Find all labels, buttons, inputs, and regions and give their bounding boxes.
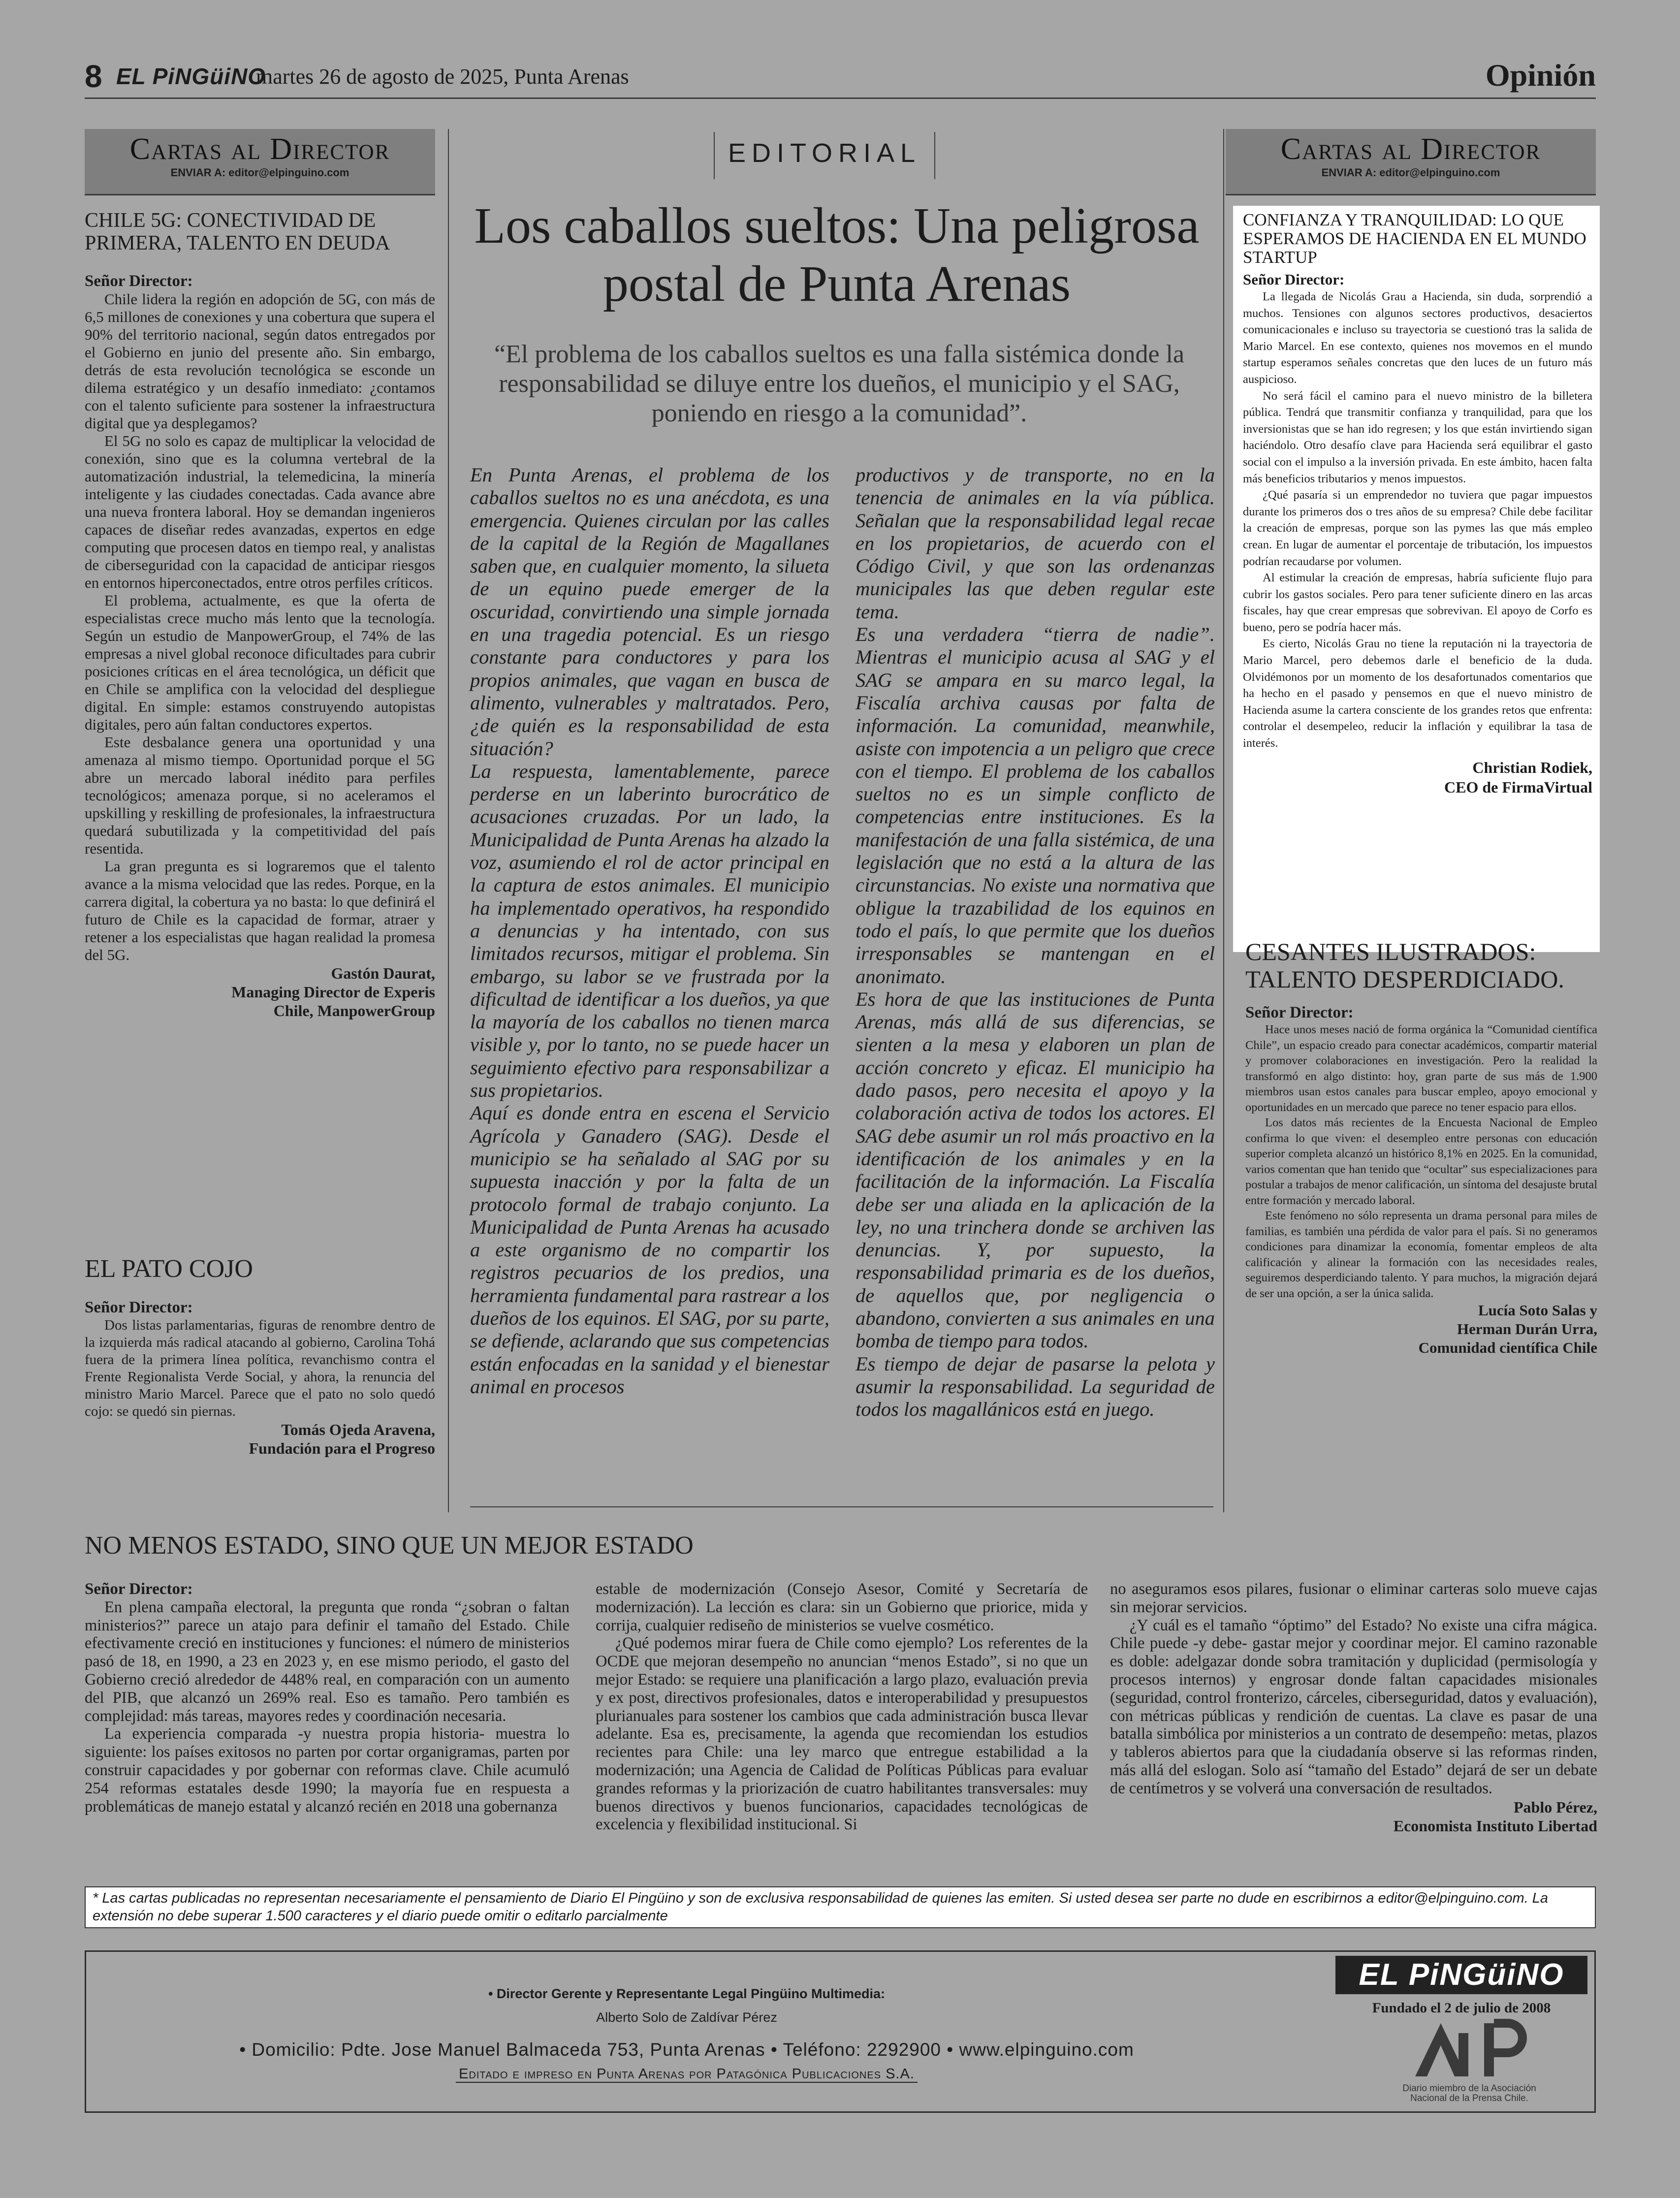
footer-director-label: • Director Gerente y Representante Legal Pingüino Multimedia: [488,1986,886,2001]
masthead-rule [85,97,1596,99]
letter-paragraph: La gran pregunta es si lograremos que el talento avance a la misma velocidad que las redes. Porque, en la carrera digital, la cobertura ya no basta: lo que definirá el futuro de Chile es la capacidad de formar, atraer y retener a los especialistas que hagan realidad la promesa del 5G. [85,858,435,963]
signature-line: Pablo Pérez, [1513,1798,1597,1816]
signature-line: Economista Instituto Libertad [1393,1816,1597,1835]
editorial-headline: Los caballos sueltos: Una peligrosa postal de Punta Arenas [474,197,1200,312]
cartas-title: Cartas al Director [129,132,390,166]
letter-paragraph: El problema, actualmente, es que la oferta de especialistas crece mucho más lento que la tecnología. Según un estudio de ManpowerGroup, el 74% de las empresas a nivel global reconoce dificultades para cubrir posiciones críticas en el área tecnológica, un déficit que en Chile se amplifica con la velocidad del despliegue digital. En simple: estamos construyendo autopistas digitales, pero aún faltan conductores expertos. [85,592,435,733]
page-number: 8 [85,59,102,94]
dateline: martes 26 de agosto de 2025, Punta Arenas [256,64,629,89]
article-paragraph: En plena campaña electoral, la pregunta que ronda “¿sobran o faltan ministerios?” parece un atajo para definir el tamaño del Estado. Chile efectivamente creció en instituciones y funciones: el número de ministerios pasó de 18, en 1990, a 23 en 2023 y, en ese mismo periodo, el gasto del Gobierno creció alrededor de 448% real, en comparación con un aumento del PIB, que alcanzó un 269% real. Eso es tamaño. Pero también es complejidad: más tareas, mayores redes y coordinación necesaria. [85,1598,570,1725]
masthead [85,58,1596,94]
section-title: Opinión [1485,58,1596,93]
letter-title: CONFIANZA Y TRANQUILIDAD: LO QUE ESPERAMOS DE HACIENDA EN EL MUNDO STARTUP [1243,210,1586,267]
bottom-column-3 [1110,1580,1597,1835]
footer-printed-text: Editado e impreso en Punta Arenas por Patagónica Publicaciones S.A. [456,2066,918,2083]
cartas-email: ENVIAR A: editor@elpinguino.com [1321,166,1500,179]
article-paragraph: ¿Qué podemos mirar fuera de Chile como ejemplo? Los referentes de la OCDE que mejoran desempeño no anuncian “menos Estado”, si no que un mejor Estado: se requiere una planificación a largo plazo, evaluación previa y ex post, directivos profesionales, datos e interoperabilidad y presupuestos plurianuales para sostener los cambios que cada administración busca llevar adelante. Esa es, precisamente, la agenda que recomiendan los estudios recientes para Chile: una ley marco que entregue estabilidad a la modernización; una Agencia de Calidad de Políticas Públicas para evaluar grandes reformas y la priorización de cuatro habilitantes transversales: muy buenos directivos y buenos funcionarios, capacidades tecnológicas de excelencia y flexibilidad institucional. Si [596,1634,1088,1834]
letter-paragraph: Este fenómeno no sólo representa un drama personal para miles de familias, es también una pérdida de valor para el país. Si no generamos condiciones para dinamizar la economía, fomentar empleos de alta calificación y alinear la formación con las necesidades reales, seguiremos desperdiciando talento. Y para muchos, la migración dejará de ser una opción, a ser la única salida. [1245,1209,1597,1300]
anp-caption-line: Nacional de la Prensa Chile. [1410,2093,1528,2103]
signature-line: Managing Director de Experis [231,983,435,1001]
letter-paragraph: Al estimular la creación de empresas, habría suficiente flujo para cubrir los gastos sociales. Pero para tener suficiente dinero en las arcas fiscales, hay que crear empresas que sobrevivan. El apoyo de Corfo es bueno, pero se podría hacer más. [1243,571,1592,634]
footer-address: • Domicilio: Pdte. Jose Manuel Balmaceda 753, Punta Arenas • Teléfono: 2292900 • www.elpinguino.com [239,2039,1134,2060]
signature-line: Chile, ManpowerGroup [273,1002,435,1019]
disclaimer-box [85,1886,1596,1928]
bottom-column-1 [85,1580,570,1816]
article-paragraph: ¿Y cuál es el tamaño “óptimo” del Estado? No existe una cifra mágica. Chile puede -y debe- gastar mejor y coordinar mejor. El camino razonable es doble: adelgazar donde sobra tramitación y duplicidad (permisología y procesos internos) y engrosar donde faltan capacidades misionales (seguridad, control fronterizo, cárceles, ciberseguridad, datos y evaluación), con métricas públicas y rendición de cuentas. La clave es pasar de una batalla simbólica por ministerios a un contrato de desempeño: metas, plazos y tableros abiertos para que la ciudadanía observe si las reformas rinden, más allá del eslogan. Solo así “tamaño del Estado” dejará de ser un debate de centímetros y se volverá una conversación de resultados. [1110,1616,1597,1797]
signature-line: Christian Rodiek, [1472,758,1592,776]
footer-founded: Fundado el 2 de julio de 2008 [1372,2000,1551,2016]
letter-paragraph: Chile lidera la región en adopción de 5G, con más de 6,5 millones de conexiones y una cobertura que supera el 90% del territorio nacional, según datos entregados por el Gobierno en junio del presente año. Sin embargo, detrás de esta revolución tecnológica se esconde un dilema estratégico y un desafío inmediato: ¿contamos con el talento suficiente para sostener la infraestructura digital que ya desplegamos? [85,290,435,432]
anp-caption [1381,2084,1558,2103]
signature [85,964,435,1020]
footer-director-name: Alberto Solo de Zaldívar Pérez [596,2010,777,2025]
bottom-article-title: NO MENOS ESTADO, SINO QUE UN MEJOR ESTADO [85,1531,694,1560]
letter-paragraph: Este desbalance genera una oportunidad y una amenaza al mismo tiempo. Oportunidad porque el 5G abre un mercado laboral inédito para perfiles tecnológicos; amenaza porque, si no aceleramos el upskilling y reskilling de profesionales, la infraestructura quedará subutilizada y la competitividad del país resentida. [85,733,435,857]
letter-paragraph: El 5G no solo es capaz de multiplicar la velocidad de conexión, sino que es la columna vertebral de la automatización industrial, la telemedicina, la minería inteligente y las ciudades conectadas. Cada avance abre una nueva frontera laboral. Hoy se demandan ingenieros capaces de diseñar redes avanzadas, expertos en edge computing que procesen datos en tiempo real, y analistas de ciberseguridad con la capacidad de anticipar riesgos en entornos hiperconectados, entre otros perfiles críticos. [85,432,435,591]
letter-title: CHILE 5G: CONECTIVIDAD DE PRIMERA, TALENTO EN DEUDA [85,209,390,255]
editorial-paragraph: productivos y de transporte, no en la tenencia de animales en la vía pública. Señalan que la responsabilidad legal recae en los propietarios, de acuerdo con el Código Civil, y que son las ordenanzas municipales las que deben regular este tema. [856,464,1215,623]
editorial-column-1 [470,464,829,1398]
anp-logo-icon [1410,2018,1528,2082]
signature [85,1420,435,1458]
article-paragraph: no aseguramos esos pilares, fusionar o eliminar carteras solo mueve cajas sin mejorar servicios. [1110,1580,1597,1616]
signature [1243,758,1592,797]
letter-paragraph: La llegada de Nicolás Grau a Hacienda, sin duda, sorprendió a muchos. Tensiones con algunos sectores productivos, desaciertos comunicacionales e incluso su trayectoria se cuestionó tras la salida de Mario Marcel. En ese contexto, quienes nos movemos en el mundo startup esperamos señales concretas que den luces de un futuro más auspicioso. [1243,290,1592,386]
anp-logo-svg [1410,2018,1528,2082]
column-rule [1223,129,1224,1512]
editorial-paragraph: Es tiempo de dejar de pasarse la pelota y asumir la responsabilidad. La seguridad de todos los magallánicos está en juego. [856,1352,1215,1421]
letter-pato-cojo [85,1254,435,1458]
letter-cesantes [1245,938,1597,1357]
salutation: Señor Director: [85,272,193,290]
cartas-header-right [1226,129,1596,195]
editorial-label: EDITORIAL [728,138,921,168]
letter-paragraph: Es cierto, Nicolás Grau no tiene la reputación ni la trayectoria de Mario Marcel, pero debemos darle el beneficio de la duda. Olvidémonos por un momento de los desafortunados comentarios que ha hecho en el pasado y pensemos en que el nuevo ministro de Hacienda asume la cartera consciente de los grandes retos que enfrenta: controlar el desempeleo, reducir la inflación y equilibrar la tasa de interés. [1243,637,1592,750]
article-paragraph: La experiencia comparada -y nuestra propia historia- muestra lo siguiente: los países exitosos no parten por cortar organigramas, parten por construir capacidades y por gobernar con reformas clave. Chile acumuló 254 reformas estatales desde 1990; la mayoría fue en respuesta a problemáticas de manejo estatal y alcanzó recién en 2018 una gobernanza [85,1725,570,1816]
signature-line: Comunidad científica Chile [1418,1339,1597,1356]
editorial-bottom-rule [470,1506,1213,1507]
letter-confianza [1243,211,1592,797]
letter-chile-5g [85,209,435,1020]
letter-paragraph: ¿Qué pasaría si un emprendedor no tuviera que pagar impuestos durante los primeros dos o tres años de su empresa? Chile debe facilitar la creación de empresas, porque son las pymes las que más empleo crean. En lugar de aumentar el porcentaje de tributación, los impuestos podrían recaudarse por volumen. [1243,488,1592,568]
anp-caption-line: Diario miembro de la Asociación [1402,2083,1536,2094]
signature-line: Herman Durán Urra, [1457,1320,1597,1338]
signature-line: Fundación para el Progreso [249,1439,435,1457]
salutation: Señor Director: [85,1580,193,1598]
article-paragraph: estable de modernización (Consejo Asesor, Comité y Secretaría de modernización). La lección es clara: sin un Gobierno que priorice, mida y corrija, cualquier rediseño de ministerios se vuelve cosmético. [596,1580,1088,1634]
footer-logo: EL PiNGüiNO [1335,1956,1587,1994]
letter-paragraph: Hace unos meses nació de forma orgánica la “Comunidad científica Chile”, un espacio creado para conectar académicos, compartir material y promover colaboraciones en investigación. Pero la realidad la transformó en algo distinto: hoy, gran parte de sus más de 1.900 miembros usan estos canales para buscar empleo, apoyo emocional y oportunidades en un mercado que parece no tener espacio para ellos. [1245,1023,1597,1114]
cartas-email: ENVIAR A: editor@elpinguino.com [170,166,349,179]
signature [1245,1301,1597,1357]
salutation: Señor Director: [1245,1004,1354,1021]
editorial-paragraph: Es una verdadera “tierra de nadie”. Mientras el municipio acusa al SAG y el SAG se ampara en su marco legal, la Fiscalía archiva causas por falta de información. La comunidad, meanwhile, asiste con impotencia a un peligro que crece con el tiempo. El problema de los caballos sueltos no es un simple conflicto de competencias entre instituciones. Es la manifestación de una falla sistémica, de una legislación que no está a la altura de las circunstancias. No existe una normativa que obligue la trazabilidad de los equinos en todo el país, lo que permite que los dueños irresponsables se mantengan en el anonimato. [856,623,1215,988]
footer-printed [86,2066,1287,2082]
letter-title: EL PATO COJO [85,1255,253,1283]
letter-title: CESANTES ILUSTRADOS: TALENTO DESPERDICIADO. [1245,938,1564,993]
letter-paragraph: Los datos más recientes de la Encuesta Nacional de Empleo confirma lo que viven: el desempleo entre personas con educación superior completa alcanzó un histórico 8,1% en 2025. En la comunidad, varios comentan que han tenido que “ocultar” sus especializaciones para postular a trabajos de menor calificación, un síntoma del desajuste brutal entre formación y mercado laboral. [1245,1116,1597,1207]
cartas-header-left [85,129,435,195]
signature-line: CEO de FirmaVirtual [1444,778,1592,796]
column-rule [448,129,449,1512]
letter-paragraph: No será fácil el camino para el nuevo ministro de la billetera pública. Tendrá que transmitir confianza y tranquilidad, para que los inversionistas que se han ido regresen; y los que están invirtiendo sigan haciéndolo. Otro desafío clave para Hacienda será equilibrar el gasto social con el impulso a la inversión privada. En este ámbito, hacen falta más beneficios tributarios y menos impuestos. [1243,389,1592,485]
editorial-paragraph: Es hora de que las instituciones de Punta Arenas, más allá de sus diferencias, se sienten a la mesa y elaboren un plan de acción concreto y eficaz. El municipio ha dado pasos, pero necesita el apoyo y la colaboración activa de todos los actores. El SAG debe asumir un rol más proactivo en la identificación de los animales y en la facilitación de la información. La Fiscalía debe ser una aliada en la aplicación de la ley, no una trinchera donde se archiven las denuncias. Y, por supuesto, la responsabilidad primaria es de los dueños, de aquellos que, por negligencia o abandono, convierten a sus animales en una bomba de tiempo para todos. [856,988,1215,1352]
disclaimer-text: * Las cartas publicadas no representan necesariamente el pensamiento de Diario El Pingüino y son de exclusiva responsabilidad de quienes las emiten. Si usted desea ser parte no dude en escribirnos a editor@elpinguino.com. La extensión no debe superar 1.500 caracteres y el diario puede omitir o editarlo parcialmente [93,1890,1549,1924]
editorial-pull-quote: “El problema de los caballos sueltos es una falla sistémica donde la responsabilidad se diluye entre los dueños, el municipio y el SAG, poniendo en riesgo a la comunidad”. [494,340,1185,427]
editorial-paragraph: En Punta Arenas, el problema de los caballos sueltos no es una anécdota, es una emergencia. Quienes circulan por las calles de la capital de la Región de Magallanes saben que, en cualquier momento, la silueta de un equino puede emerger de la oscuridad, convirtiendo una simple jornada en una tragedia potencial. Es un riesgo constante para conductores y para los propios animales, que vagan en busca de alimento, vulnerables y maltratados. Pero, ¿de quién es la responsabilidad de esta situación? [470,464,829,760]
editorial-paragraph: La respuesta, lamentablemente, parece perderse en un laberinto burocrático de acusaciones cruzadas. Por un lado, la Municipalidad de Punta Arenas ha alzado la voz, asumiendo el rol de actor principal en la captura de estos animales. El municipio ha implementado operativos, ha respondido a denuncias y ha intentado, con sus limitados recursos, mitigar el problema. Sin embargo, su labor se ve frustrada por la dificultad de identificar a los dueños, ya que la mayoría de los caballos no tienen marca visible y, por lo tanto, no se puede hacer un seguimiento efectivo para responsabilizar a sus propietarios. [470,760,829,1102]
bottom-column-2 [596,1580,1088,1834]
editorial-paragraph: Aquí es donde entra en escena el Servicio Agrícola y Ganadero (SAG). Desde el municipio se ha señalado al SAG por su supuesta inacción y por la falta de un protocolo formal de trabajo conjunto. La Municipalidad de Punta Arenas ha acusado a este organismo de no compartir los registros pecuarios de los predios, una herramienta fundamental para rastrear a los dueños de los equinos. El SAG, por su parte, se defiende, aclarando que sus competencias están enfocadas en la sanidad y el bienestar animal en procesos [470,1102,829,1398]
signature-line: Gastón Daurat, [331,964,435,982]
cartas-title: Cartas al Director [1280,132,1541,166]
signature [1110,1798,1597,1835]
salutation: Señor Director: [1243,271,1345,288]
editorial-label-rule-right [934,132,935,179]
signature-line: Tomás Ojeda Aravena, [281,1421,435,1438]
footer-box [85,1950,1596,2113]
signature-line: Lucía Soto Salas y [1478,1302,1597,1319]
letter-paragraph: Dos listas parlamentarias, figuras de renombre dentro de la izquierda más radical atacando al gobierno, Carolina Tohá fuera de la primera línea política, revanchismo contra el Frente Regionalista Verde Social, y ahora, la renuncia del ministro Mario Marcel. Parece que el pato no solo quedó cojo: se quedó sin piernas. [85,1317,435,1419]
masthead-logo: EL PiNGüiNO [116,64,266,89]
salutation: Señor Director: [85,1299,193,1316]
editorial-column-2 [856,464,1215,1421]
